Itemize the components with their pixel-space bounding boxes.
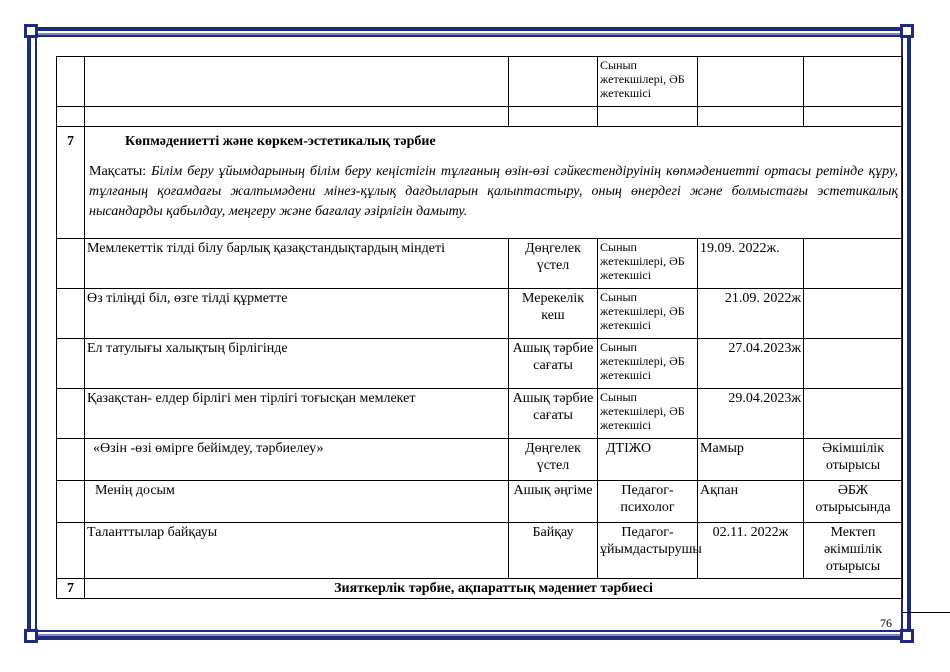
section-title: Көпмәдениетті және көркем-эстетикалық тәрбие [125,134,436,149]
table-row [57,439,903,481]
cell-responsible: Сынып жетекшілері, ӘБ жетекшісі [598,289,698,339]
cell-form: Байқау [509,523,598,579]
document-content [56,56,902,599]
cell-report [804,57,903,107]
cell-date: 21.09. 2022ж [698,289,804,339]
cell-responsible: Педагог-ұйымдастырушы [598,523,698,579]
cell-date: 27.04.2023ж [698,339,804,389]
cell-event: Қазақстан- елдер бірлігі мен тірлігі тоғысқан мемлекет [85,389,509,439]
section-title: Зияткерлік тәрбие, ақпараттық мәдениет тәрбиесі [85,579,903,599]
cell-number [57,389,85,439]
cell-form: Ашық тәрбие сағаты [509,389,598,439]
table-row [57,289,903,339]
table-row [57,481,903,523]
cell-number [57,523,85,579]
cell-date: Мамыр [698,439,804,481]
cell-report: ӘБЖ отырысында [804,481,903,523]
cell-empty [598,107,698,127]
cell-responsible: Сынып жетекшілері, ӘБ жетекшісі [598,239,698,289]
cell-form [509,57,598,107]
cell-event: «Өзін -өзі өмірге бейімдеу, тәрбиелеу» [85,439,509,481]
cell-form: Ашық тәрбие сағаты [509,339,598,389]
cell-responsible: Сынып жетекшілері, ӘБ жетекшісі [598,57,698,107]
cell-empty [698,107,804,127]
page-number: 76 [880,616,892,630]
cell-date [698,57,804,107]
border-pattern-top [31,31,907,35]
cell-responsible: ДТІЖО [598,439,698,481]
cell-responsible: Сынып жетекшілері, ӘБ жетекшісі [598,389,698,439]
table-row [57,523,903,579]
table-row [57,389,903,439]
cell-date: 02.11. 2022ж [698,523,804,579]
cell-empty [804,107,903,127]
table-row [57,107,903,127]
cell-event [85,57,509,107]
cell-form: Дөңгелек үстел [509,439,598,481]
table-row [57,339,903,389]
table-row [57,57,903,107]
aim-text: Білім беру ұйымдарының білім беру кеңістігін тұлғаның өзін-өзі сәйкестендіруінің көпмәдениетті ортасы ретінде құру, тұлғаның қоғамдағы жалпымәдени мінез-құлық дағдыларын қалыптастыру, оның өнердегі және болмыстағы эстетикалық нысандарды қабылдау, меңгеру және бағалау әзірлігін дамыту. [89,164,899,219]
cell-number [57,239,85,289]
corner-ornament [900,24,914,38]
cell-number [57,57,85,107]
cell-responsible: Сынып жетекшілері, ӘБ жетекшісі [598,339,698,389]
cell-number [57,439,85,481]
cell-empty [57,107,85,127]
cell-report [804,239,903,289]
border-pattern-bottom [31,632,907,636]
cell-form: Ашық әңгіме [509,481,598,523]
section-number: 7 [57,579,85,599]
aim-label: Мақсаты: [89,164,147,179]
footer-rule [903,612,950,613]
cell-event: Мемлекеттік тілді білу барлық қазақстандықтардың міндеті [85,239,509,289]
section-body [85,127,903,239]
cell-date: Ақпан [698,481,804,523]
section-aim [85,150,902,226]
cell-report [804,389,903,439]
corner-ornament [24,24,38,38]
cell-report: Мектеп әкімшілік отырысы [804,523,903,579]
section-header-row [57,127,903,239]
cell-event: Менің досым [85,481,509,523]
plan-table [56,56,903,599]
cell-form: Мерекелік кеш [509,289,598,339]
cell-number [57,339,85,389]
corner-ornament [900,629,914,643]
cell-date: 29.04.2023ж [698,389,804,439]
cell-report [804,289,903,339]
cell-event: Ел татулығы халықтың бірлігінде [85,339,509,389]
cell-report [804,339,903,389]
cell-report: Әкімшілік отырысы [804,439,903,481]
cell-empty [509,107,598,127]
cell-event: Өз тіліңді біл, өзге тілді құрметте [85,289,509,339]
cell-date: 19.09. 2022ж. [698,239,804,289]
section-number: 7 [57,127,85,239]
cell-number [57,289,85,339]
cell-form: Дөңгелек үстел [509,239,598,289]
section-header-row [57,579,903,599]
cell-responsible: Педагог-психолог [598,481,698,523]
corner-ornament [24,629,38,643]
cell-number [57,481,85,523]
cell-empty [85,107,509,127]
cell-event: Таланттылар байқауы [85,523,509,579]
table-row [57,239,903,289]
